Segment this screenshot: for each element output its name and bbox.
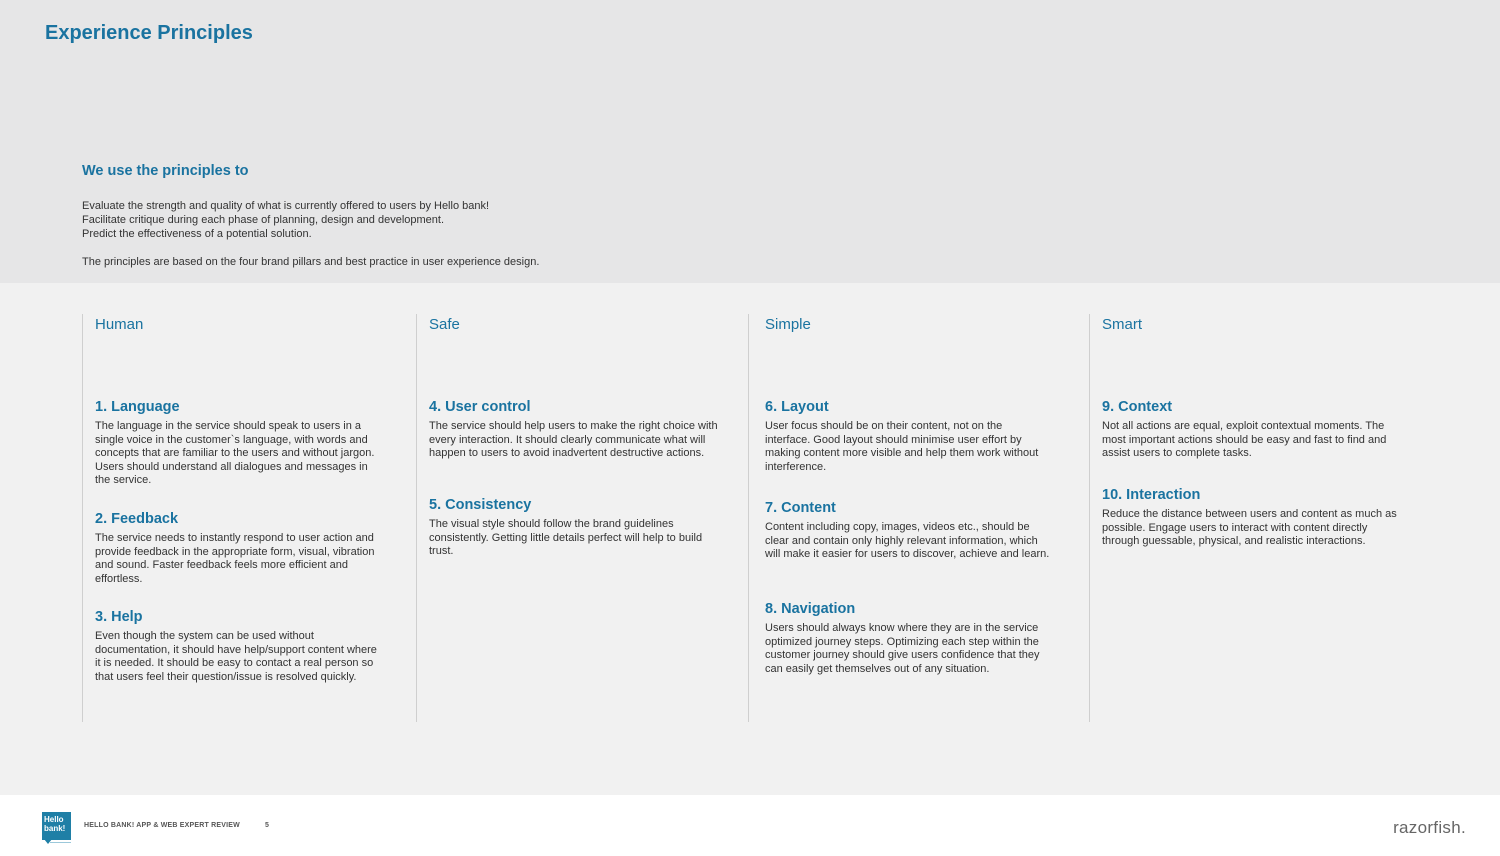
principle-language bbox=[95, 398, 385, 488]
principle-text: Even though the system can be used without documentation, it should have help/support content where it is needed. It should be easy to contact a real person so that users feel their question/issue is resolved quickly. bbox=[95, 630, 377, 683]
logo-text: Hello bank! bbox=[44, 815, 66, 833]
pillar-column-safe bbox=[416, 314, 749, 722]
principle-text: User focus should be on their content, not on the interface. Good layout should minimise user effort by making content more visible and help them work without interference. bbox=[765, 420, 1039, 473]
principle-text: Users should always know where they are in the service optimized journey steps. Optimizing each step within the customer journey should give users confidence that they can easily get themselves out of any situation. bbox=[765, 622, 1040, 675]
pillar-column-human bbox=[82, 314, 417, 722]
intro-note: The principles are based on the four brand pillars and best practice in user experience design. bbox=[82, 256, 540, 268]
razorfish-logo: razorfish. bbox=[1393, 818, 1466, 837]
intro-line: Evaluate the strength and quality of what is currently offered to users by Hello bank! bbox=[82, 200, 490, 212]
principle-title: 2. Feedback bbox=[95, 511, 179, 527]
page-number: 5 bbox=[265, 822, 269, 829]
page-title: Experience Principles bbox=[45, 22, 253, 44]
principle-context bbox=[1102, 398, 1397, 461]
principle-title: 10. Interaction bbox=[1102, 487, 1201, 503]
principle-text: Reduce the distance between users and content as much as possible. Engage users to interact with content directly through guessable, physical, and realistic interactions. bbox=[1102, 508, 1397, 548]
hello-bank-logo bbox=[42, 812, 71, 840]
intro-section bbox=[82, 163, 782, 269]
principle-text: The visual style should follow the brand guidelines consistently. Getting little details perfect will help to build trust. bbox=[429, 518, 703, 558]
principle-title: 1. Language bbox=[95, 399, 180, 415]
principle-text: The service needs to instantly respond to user action and provide feedback in the appropriate form, visual, vibration and sound. Faster feedback feels more efficient and effortless. bbox=[95, 532, 375, 585]
principle-text: Content including copy, images, videos etc., should be clear and contain only highly relevant information, which will make it easier for users to discover, achieve and learn. bbox=[765, 521, 1050, 561]
document-label: HELLO BANK! APP & WEB EXPERT REVIEW bbox=[84, 822, 240, 829]
principle-title: 6. Layout bbox=[765, 399, 829, 415]
pillar-title: Human bbox=[95, 316, 144, 333]
pillar-title: Simple bbox=[765, 316, 811, 333]
principle-layout bbox=[765, 398, 1050, 474]
pillar-title: Smart bbox=[1102, 316, 1143, 333]
principle-title: 8. Navigation bbox=[765, 601, 856, 617]
intro-line: Facilitate critique during each phase of planning, design and development. bbox=[82, 214, 445, 226]
principle-title: 4. User control bbox=[429, 399, 531, 415]
principle-content bbox=[765, 499, 1050, 562]
pillar-column-smart bbox=[1089, 314, 1430, 722]
principle-title: 9. Context bbox=[1102, 399, 1173, 415]
principle-title: 7. Content bbox=[765, 500, 836, 516]
principle-user-control bbox=[429, 398, 719, 461]
principle-title: 3. Help bbox=[95, 609, 143, 625]
pillar-column-simple bbox=[748, 314, 1090, 722]
intro-heading: We use the principles to bbox=[82, 163, 249, 179]
logo-underline bbox=[50, 842, 71, 843]
footer bbox=[0, 795, 1500, 856]
principle-title: 5. Consistency bbox=[429, 497, 532, 513]
principle-text: The language in the service should speak to users in a single voice in the customer`s language, with words and concepts that are familiar to the users and without jargon. Users should understand all dialogues and messages in the service. bbox=[95, 420, 375, 487]
intro-line: Predict the effectiveness of a potential solution. bbox=[82, 228, 312, 240]
principle-interaction bbox=[1102, 486, 1397, 549]
principle-help bbox=[95, 608, 385, 684]
principle-navigation bbox=[765, 600, 1050, 676]
principle-text: Not all actions are equal, exploit contextual moments. The most important actions should be easy and fast to find and assist users to complete tasks. bbox=[1102, 420, 1387, 460]
principle-feedback bbox=[95, 510, 385, 586]
principle-text: The service should help users to make the right choice with every interaction. It should clearly communicate what will happen to users to avoid inadvertent destructive actions. bbox=[429, 420, 718, 460]
pillar-title: Safe bbox=[429, 316, 460, 333]
principle-consistency bbox=[429, 496, 719, 559]
